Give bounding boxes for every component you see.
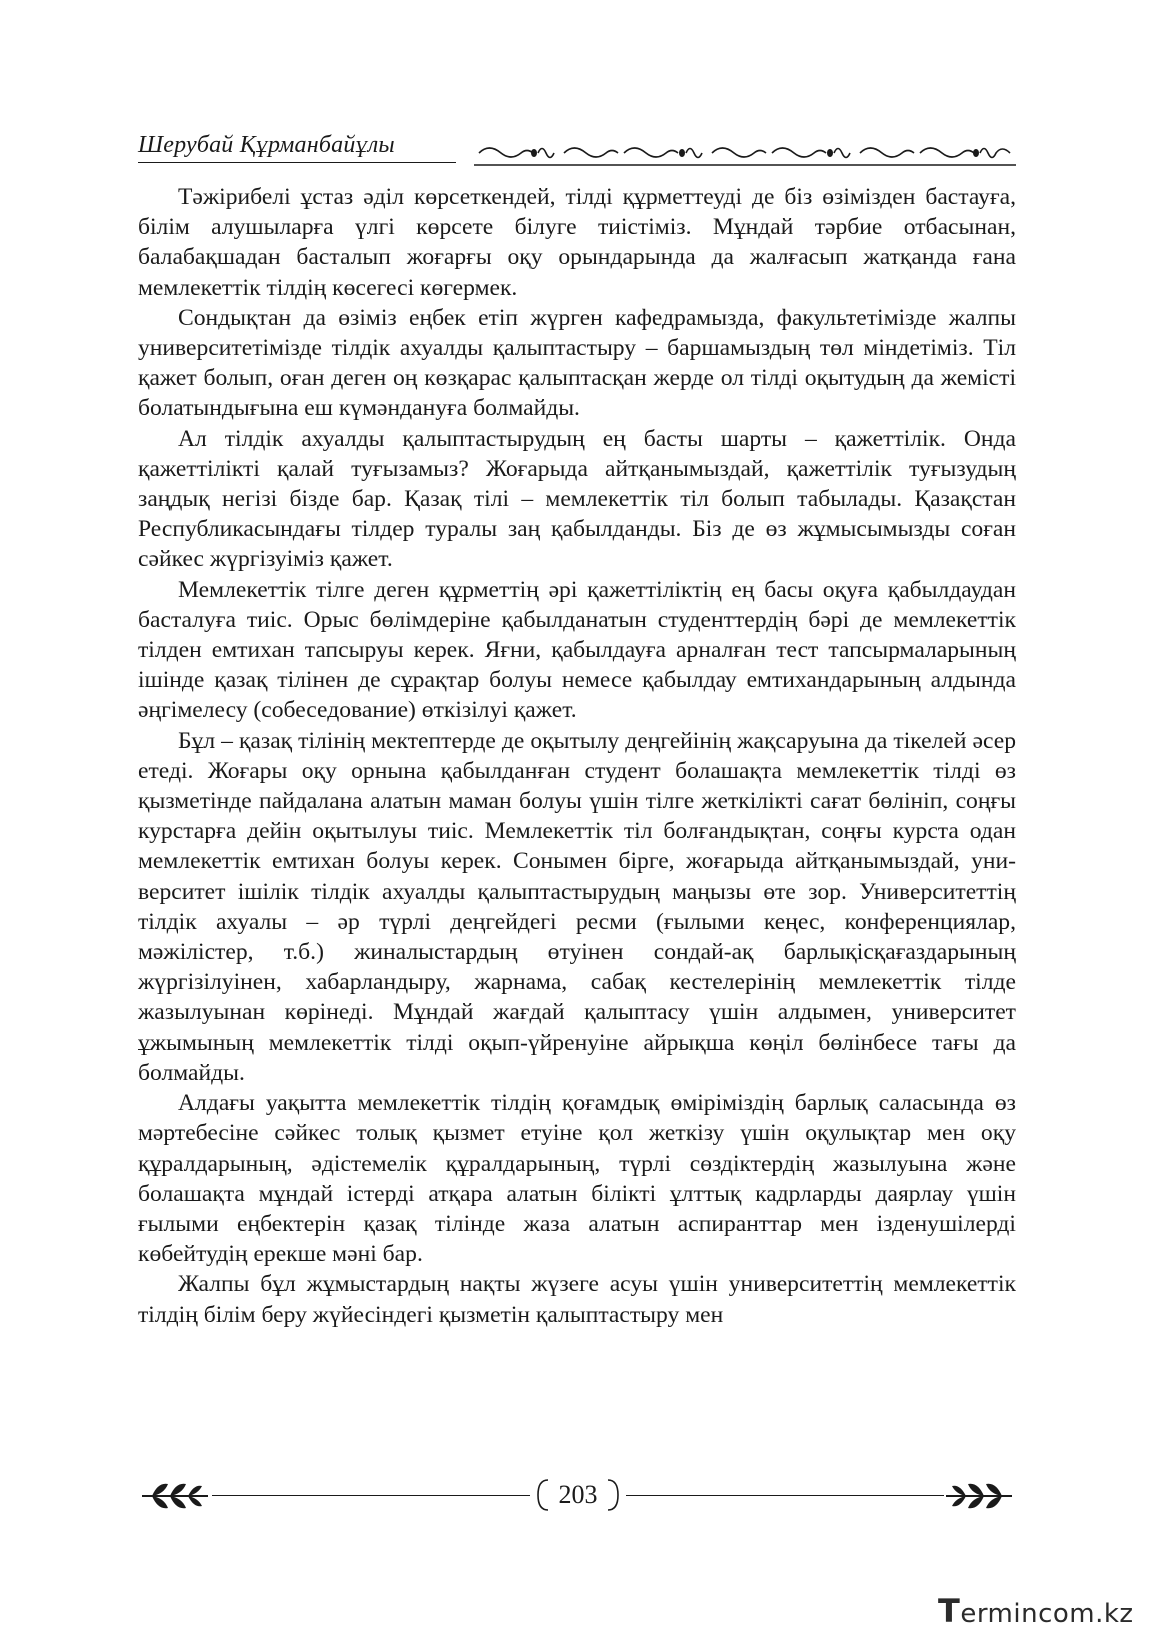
scroll-ornament-icon xyxy=(474,138,1016,168)
page-number-text: 203 xyxy=(558,1480,598,1509)
page-number xyxy=(534,1476,622,1514)
page-footer xyxy=(138,1472,1016,1522)
body-text xyxy=(138,182,1016,1330)
paragraph: Мемлекеттік тілге деген құрметтің әрі қажеттіліктің ең басы оқуға қабылдаудан басталуға тиіс. Орыс бөлімдеріне қабылданатын студенттердің бәрі де мемлекеттік тілден емтихан тапсыруы керек. Яғни, қабылдауға арналған тест тапсырмаларының ішінде қазақ тілінен де сұрақтар болуы немесе қабылдау емтихандарының алдында әңгімелесу (собеседование) өткізілуі қажет. xyxy=(138,576,1016,724)
watermark-initial: T xyxy=(938,1592,961,1630)
footer-rule-right xyxy=(626,1495,944,1496)
paragraph: Алдағы уақытта мемлекеттік тілдің қоғамдық өміріміздің барлық саласында өз мәртебесіне сәйкес толық қызмет етуіне қол жеткізу үшін оқулықтар мен оқу құралдарының, әдістемелік құралдарының, түрлі сөздіктердің жазылуына және болашақта мұндай істерді атқара алатын білікті ұлттық кадрларды даярлау үшін ғылыми еңбектерін қазақ тілінде жаза алатын аспиранттар мен ізденушілерді көбейтудің ерекше мәні бар. xyxy=(138,1090,1016,1268)
header-rule xyxy=(138,162,456,163)
leaf-ornament-icon xyxy=(138,1478,212,1514)
leaf-ornament-icon xyxy=(942,1478,1016,1514)
watermark-text: ermincom.kz xyxy=(960,1599,1134,1629)
paragraph: Тәжірибелі ұстаз әділ көрсеткендей, тілді құрметтеуді де біз өзімізден бастауға, білім алушыларға үлгі көрсете білуге тиістіміз. Мұндай тәрбие отбасынан, балабақшадан басталып жоғарғы оқу орындарында да жалғасып жатқанда ғана мемлекеттік тілдің көсегесі көгермек. xyxy=(138,184,1016,301)
paragraph: Ал тілдік ахуалды қалыптастырудың ең басты шарты – қажеттілік. Онда қажеттілікті қалай туғызамыз? Жоғарыда айтқанымыздай, қажеттілік туғызудың заңдық негізі бізде бар. Қазақ тілі – мемлекеттік тіл болып табылады. Қазақстан Республикасындағы тілдер туралы заң қабылданды. Біз де өз жұмысымызды соған сәйкес жүргізуіміз қажет. xyxy=(138,425,1016,573)
site-watermark xyxy=(938,1592,1138,1630)
paragraph: Жалпы бұл жұмыстардың нақты жүзеге асуы үшін университеттің мемлекеттік тілдің білім беру жүйесіндегі қызметін қалыптастыру мен xyxy=(138,1271,1016,1328)
page-header xyxy=(138,128,1016,172)
running-head-author: Шерубай Құрманбайұлы xyxy=(138,132,395,158)
footer-rule-left xyxy=(212,1495,530,1496)
paragraph: Сондықтан да өзіміз еңбек етіп жүрген кафедрамызда, факультетімізде жалпы университетімізде тілдік ахуалды қалыптастыру – баршамыздың төл міндетіміз. Тіл қажет болып, оған деген оң көзқарас қалыптасқан жерде ол тілді оқытудың да жемісті болатындығына еш күмәндануға болмайды. xyxy=(138,304,1016,422)
paragraph: Бұл – қазақ тілінің мектептерде де оқытылу деңгейінің жақсаруына да тікелей әсер етеді. Жоғары оқу орнына қабылданған студент болашақта мемлекеттік тілді өз қызметінде пайдалана алатын маман болуы үшін тілге жеткілікті сағат бөлініп, соңғы курстарға дейін оқытылуы тиіс. Мемлекеттік тіл болғандықтан, соңғы курста одан мемлекеттік емтихан болуы керек. Сонымен бірге, жоғарыда айтқанымыздай, университет ішілік тілдік ахуалды қалыптастырудың маңызы өте зор. Университеттің тілдік ахуалы – әр түрлі деңгейдегі ресми (ғылыми кеңес, конференциялар, мәжілістер, т.б.) жиналыстардың өтуінен сондай-ақ барлықісқағаздарының жүргізілуінен, хабарландыру, жарнама, сабақ кестелерінің мемлекеттік тілде жазылуынан көрінеді. Мұндай жағдай қалыптасу үшін алдымен, университет ұжымының мемлекеттік тілді оқып-үйренуіне айрықша көңіл бөлінбесе тағы да болмайды. xyxy=(138,727,1016,1086)
